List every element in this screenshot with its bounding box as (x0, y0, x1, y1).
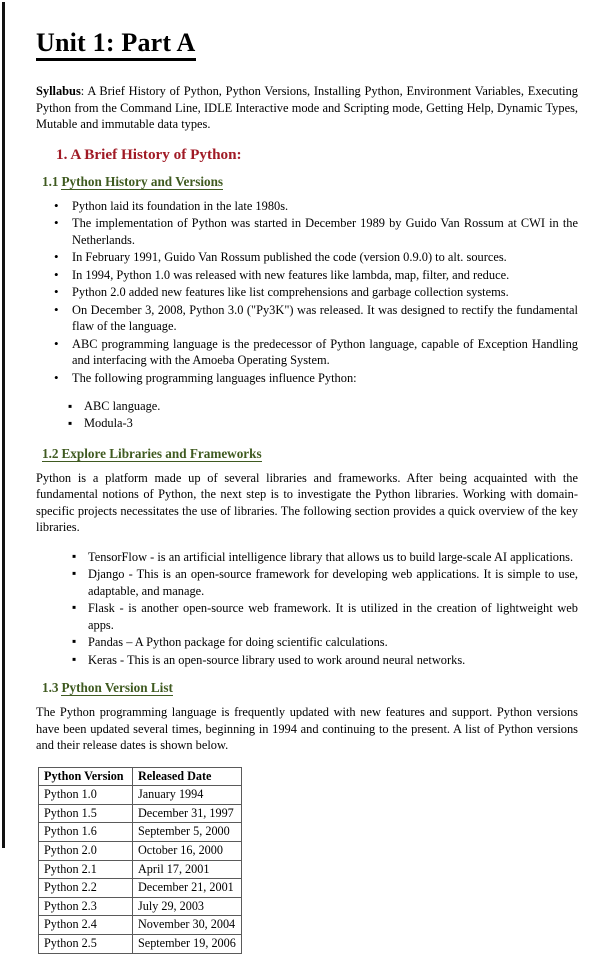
table-row (39, 935, 242, 954)
page-title (36, 28, 578, 61)
subsection-heading-1-1 (42, 174, 578, 190)
syllabus-text: : A Brief History of Python, Python Versions, Installing Python, Environment Variables, Executing Python from the Command Line, IDLE Interactive mode and Scripting mode, Getting Help, Dynamic Types, Mutable and immutable data types. (36, 84, 578, 132)
table-cell-version: Python 2.1 (39, 860, 133, 879)
subsection-title-1-3: Python Version List (61, 680, 173, 696)
list-item: • The implementation of Python was started in December 1989 by Guido Van Rossum at CWI in the Netherlands. (70, 215, 578, 248)
syllabus-paragraph (36, 83, 578, 133)
list-item: ▪ Django - This is an open-source framework for developing web applications. It is simple to use, adaptable, and manage. (88, 566, 578, 599)
page-left-edge (2, 0, 5, 848)
subsection-number-1-3: 1.3 (42, 680, 59, 696)
version-list-paragraph: The Python programming language is frequently updated with new features and support. Python versions have been updated several times, beginning in 1994 and continuing to the present. A list of Python versions and their release dates is shown below. (36, 705, 578, 753)
table-cell-version: Python 2.4 (39, 916, 133, 935)
table-row (39, 879, 242, 898)
list-item: ▪ Flask - is another open-source web framework. It is utilized in the creation of lightweight web apps. (88, 600, 578, 633)
list-item: ▪ Pandas – A Python package for doing scientific calculations. (88, 634, 578, 651)
table-header-row (39, 767, 242, 786)
list-item: • The following programming languages influence Python: (70, 370, 578, 387)
table-cell-version: Python 2.0 (39, 842, 133, 861)
table-row (39, 823, 242, 842)
table-cell-date: January 1994 (133, 786, 242, 805)
list-item: ▪ Modula-3 (84, 415, 578, 432)
table-cell-date: November 30, 2004 (133, 916, 242, 935)
table-row (39, 860, 242, 879)
table-cell-date: July 29, 2003 (133, 897, 242, 916)
syllabus-label: Syllabus (36, 84, 81, 99)
list-item: • Python laid its foundation in the late 1980s. (70, 198, 578, 215)
subsection-title-1-1: Python History and Versions (61, 173, 224, 189)
list-item: • In 1994, Python 1.0 was released with new features like lambda, map, filter, and reduce. (70, 267, 578, 284)
subsection-heading-1-3 (42, 680, 578, 696)
history-bullet-list (36, 198, 578, 387)
table-row (39, 897, 242, 916)
subsection-number-1-2: 1.2 (42, 446, 61, 462)
table-cell-date: October 16, 2000 (133, 842, 242, 861)
table-cell-version: Python 1.0 (39, 786, 133, 805)
table-cell-date: April 17, 2001 (133, 860, 242, 879)
influence-languages-list (36, 398, 578, 432)
libraries-bullet-list (36, 549, 578, 669)
table-header-cell: Python Version (39, 767, 133, 786)
subsection-title-1-2: Explore Libraries and Frameworks (61, 445, 262, 461)
table-row (39, 804, 242, 823)
table-cell-date: September 5, 2000 (133, 823, 242, 842)
list-item: • ABC programming language is the predecessor of Python language, capable of Exception Handling and interfacing with the Amoeba Operating System. (70, 336, 578, 369)
libraries-intro-paragraph: Python is a platform made up of several libraries and frameworks. After being acquainted with the fundamental notions of Python, the next step is to investigate the Python libraries. Working with domain-specific projects necessitates the use of libraries. The following section provides a quick overview of the key libraries. (36, 470, 578, 535)
list-item: ▪ TensorFlow - is an artificial intelligence library that allows us to build large-scale AI applications. (88, 549, 578, 566)
table-cell-version: Python 1.5 (39, 804, 133, 823)
list-item: • In February 1991, Guido Van Rossum published the code (version 0.9.0) to alt. sources. (70, 249, 578, 266)
list-item: ▪ ABC language. (84, 398, 578, 415)
table-header-cell: Released Date (133, 767, 242, 786)
subsection-number-1-1: 1.1 (42, 173, 59, 189)
list-item: ▪ Keras - This is an open-source library used to work around neural networks. (88, 652, 578, 669)
table-cell-version: Python 1.6 (39, 823, 133, 842)
document-content (36, 28, 578, 954)
python-versions-table (38, 767, 242, 954)
table-row (39, 786, 242, 805)
table-cell-date: December 21, 2001 (133, 879, 242, 898)
table-cell-version: Python 2.3 (39, 897, 133, 916)
table-body (39, 786, 242, 953)
table-row (39, 916, 242, 935)
section-heading-1: 1. A Brief History of Python: (56, 145, 242, 163)
subsection-heading-1-2 (42, 446, 578, 462)
list-item: • On December 3, 2008, Python 3.0 ("Py3K") was released. It was designed to rectify the fundamental flaw of the language. (70, 302, 578, 335)
page-title-text: Unit 1: Part A (36, 28, 196, 61)
list-item: • Python 2.0 added new features like list comprehensions and garbage collection systems. (70, 284, 578, 301)
table-cell-version: Python 2.5 (39, 935, 133, 954)
table-cell-date: December 31, 1997 (133, 804, 242, 823)
table-cell-date: September 19, 2006 (133, 935, 242, 954)
table-row (39, 842, 242, 861)
table-cell-version: Python 2.2 (39, 879, 133, 898)
page-top-edge (0, 0, 601, 2)
